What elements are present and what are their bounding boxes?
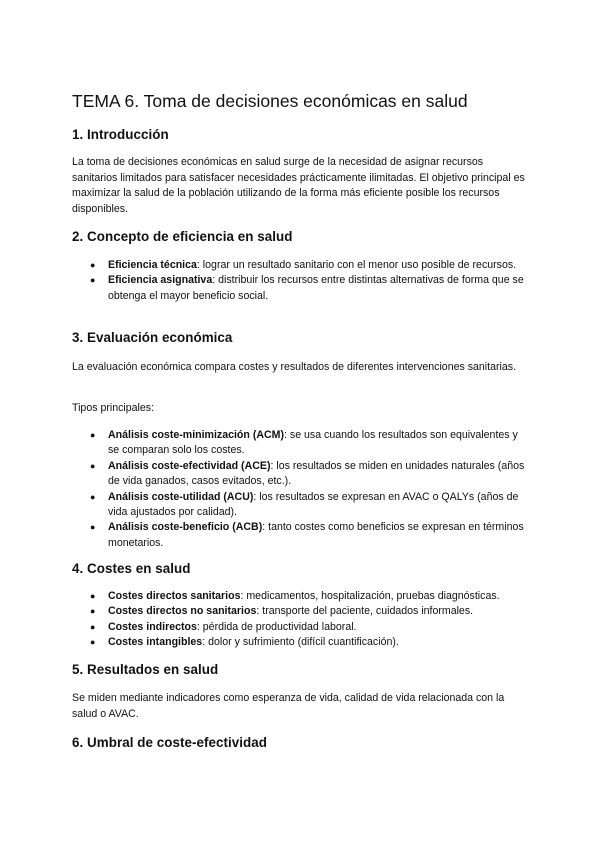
section-heading-costes: 4. Costes en salud: [72, 561, 191, 576]
list-item: [72, 490, 528, 521]
list-item: [72, 604, 528, 619]
list-item-term: Costes indirectos: [108, 620, 197, 633]
list-item-term: Análisis coste-efectividad (ACE): [108, 459, 271, 472]
list-item: [72, 620, 528, 635]
bullet-icon: ●: [90, 460, 96, 471]
list-item: [72, 273, 528, 304]
document-title: TEMA 6. Toma de decisiones económicas en salud: [72, 91, 468, 111]
section-heading-introduccion: 1. Introducción: [72, 127, 169, 142]
bullet-icon: ●: [90, 606, 96, 617]
paragraph-evaluacion: La evaluación económica compara costes y resultados de diferentes intervenciones sanitarias.: [72, 361, 517, 373]
list-item: [72, 589, 528, 604]
list-item-text: : pérdida de productividad laboral.: [196, 620, 357, 633]
section-heading-evaluacion: 3. Evaluación económica: [72, 330, 233, 345]
list-item: [72, 459, 528, 490]
section-heading-umbral: 6. Umbral de coste-efectividad: [72, 735, 267, 750]
list-item: [72, 635, 528, 650]
section-heading-eficiencia: 2. Concepto de eficiencia en salud: [72, 229, 293, 244]
list-item: [72, 258, 528, 273]
list-item: [72, 428, 528, 459]
list-item-term: Eficiencia asignativa: [108, 274, 213, 287]
evaluacion-list: [72, 428, 528, 551]
eficiencia-list: [72, 258, 528, 304]
bullet-icon: ●: [90, 260, 96, 270]
list-item-term: Costes directos no sanitarios: [108, 605, 257, 618]
list-item-term: Análisis coste-utilidad (ACU): [108, 490, 254, 503]
bullet-icon: ●: [90, 637, 96, 648]
list-item-text: : dolor y sufrimiento (difícil cuantificación).: [202, 636, 399, 649]
list-item-text: : tanto costes como beneficios se expresan en términos monetarios.: [108, 521, 524, 549]
list-item-term: Eficiencia técnica: [108, 259, 197, 271]
list-item-term: Análisis coste-minimización (ACM): [108, 429, 285, 441]
paragraph-resultados: Se miden mediante indicadores como esperanza de vida, calidad de vida relacionada con la salud o AVAC.: [72, 692, 505, 720]
list-item-text: : transporte del paciente, cuidados informales.: [256, 605, 474, 618]
list-item-term: Análisis coste-beneficio (ACB): [108, 521, 263, 534]
paragraph-tipos: Tipos principales:: [72, 402, 155, 414]
list-item-term: Costes directos sanitarios: [108, 590, 241, 602]
list-item-text: : los resultados se expresan en AVAC o QALYs (años de vida ajustados por calidad).: [108, 490, 519, 519]
bullet-icon: ●: [90, 522, 96, 533]
bullet-icon: ●: [90, 591, 96, 601]
list-item-text: : medicamentos, hospitalización, pruebas diagnósticas.: [240, 590, 500, 602]
bullet-icon: ●: [90, 491, 96, 502]
list-item-text: : lograr un resultado sanitario con el menor uso posible de recursos.: [196, 259, 517, 271]
list-item: [72, 520, 528, 551]
costes-list: [72, 589, 528, 651]
bullet-icon: ●: [90, 430, 96, 440]
bullet-icon: ●: [90, 621, 96, 632]
list-item-text: : distribuir los recursos entre distintas alternativas de forma que se obtenga el mayor beneficio social.: [108, 274, 524, 302]
section-heading-resultados: 5. Resultados en salud: [72, 662, 219, 677]
list-item-text: : se usa cuando los resultados son equivalentes y se comparan solo los costes.: [108, 429, 518, 457]
list-item-text: : los resultados se miden en unidades naturales (años de vida ganados, casos evitados, etc.).: [108, 459, 525, 488]
paragraph-introduccion: La toma de decisiones económicas en salud surge de la necesidad de asignar recursos sanitarios limitados para satisfacer necesidades prácticamente ilimitadas. El objetivo principal es maximizar la salud de la población utilizando de la forma más eficiente posible los recursos disponibles.: [72, 156, 525, 215]
bullet-icon: ●: [90, 275, 96, 286]
list-item-term: Costes intangibles: [108, 636, 203, 649]
